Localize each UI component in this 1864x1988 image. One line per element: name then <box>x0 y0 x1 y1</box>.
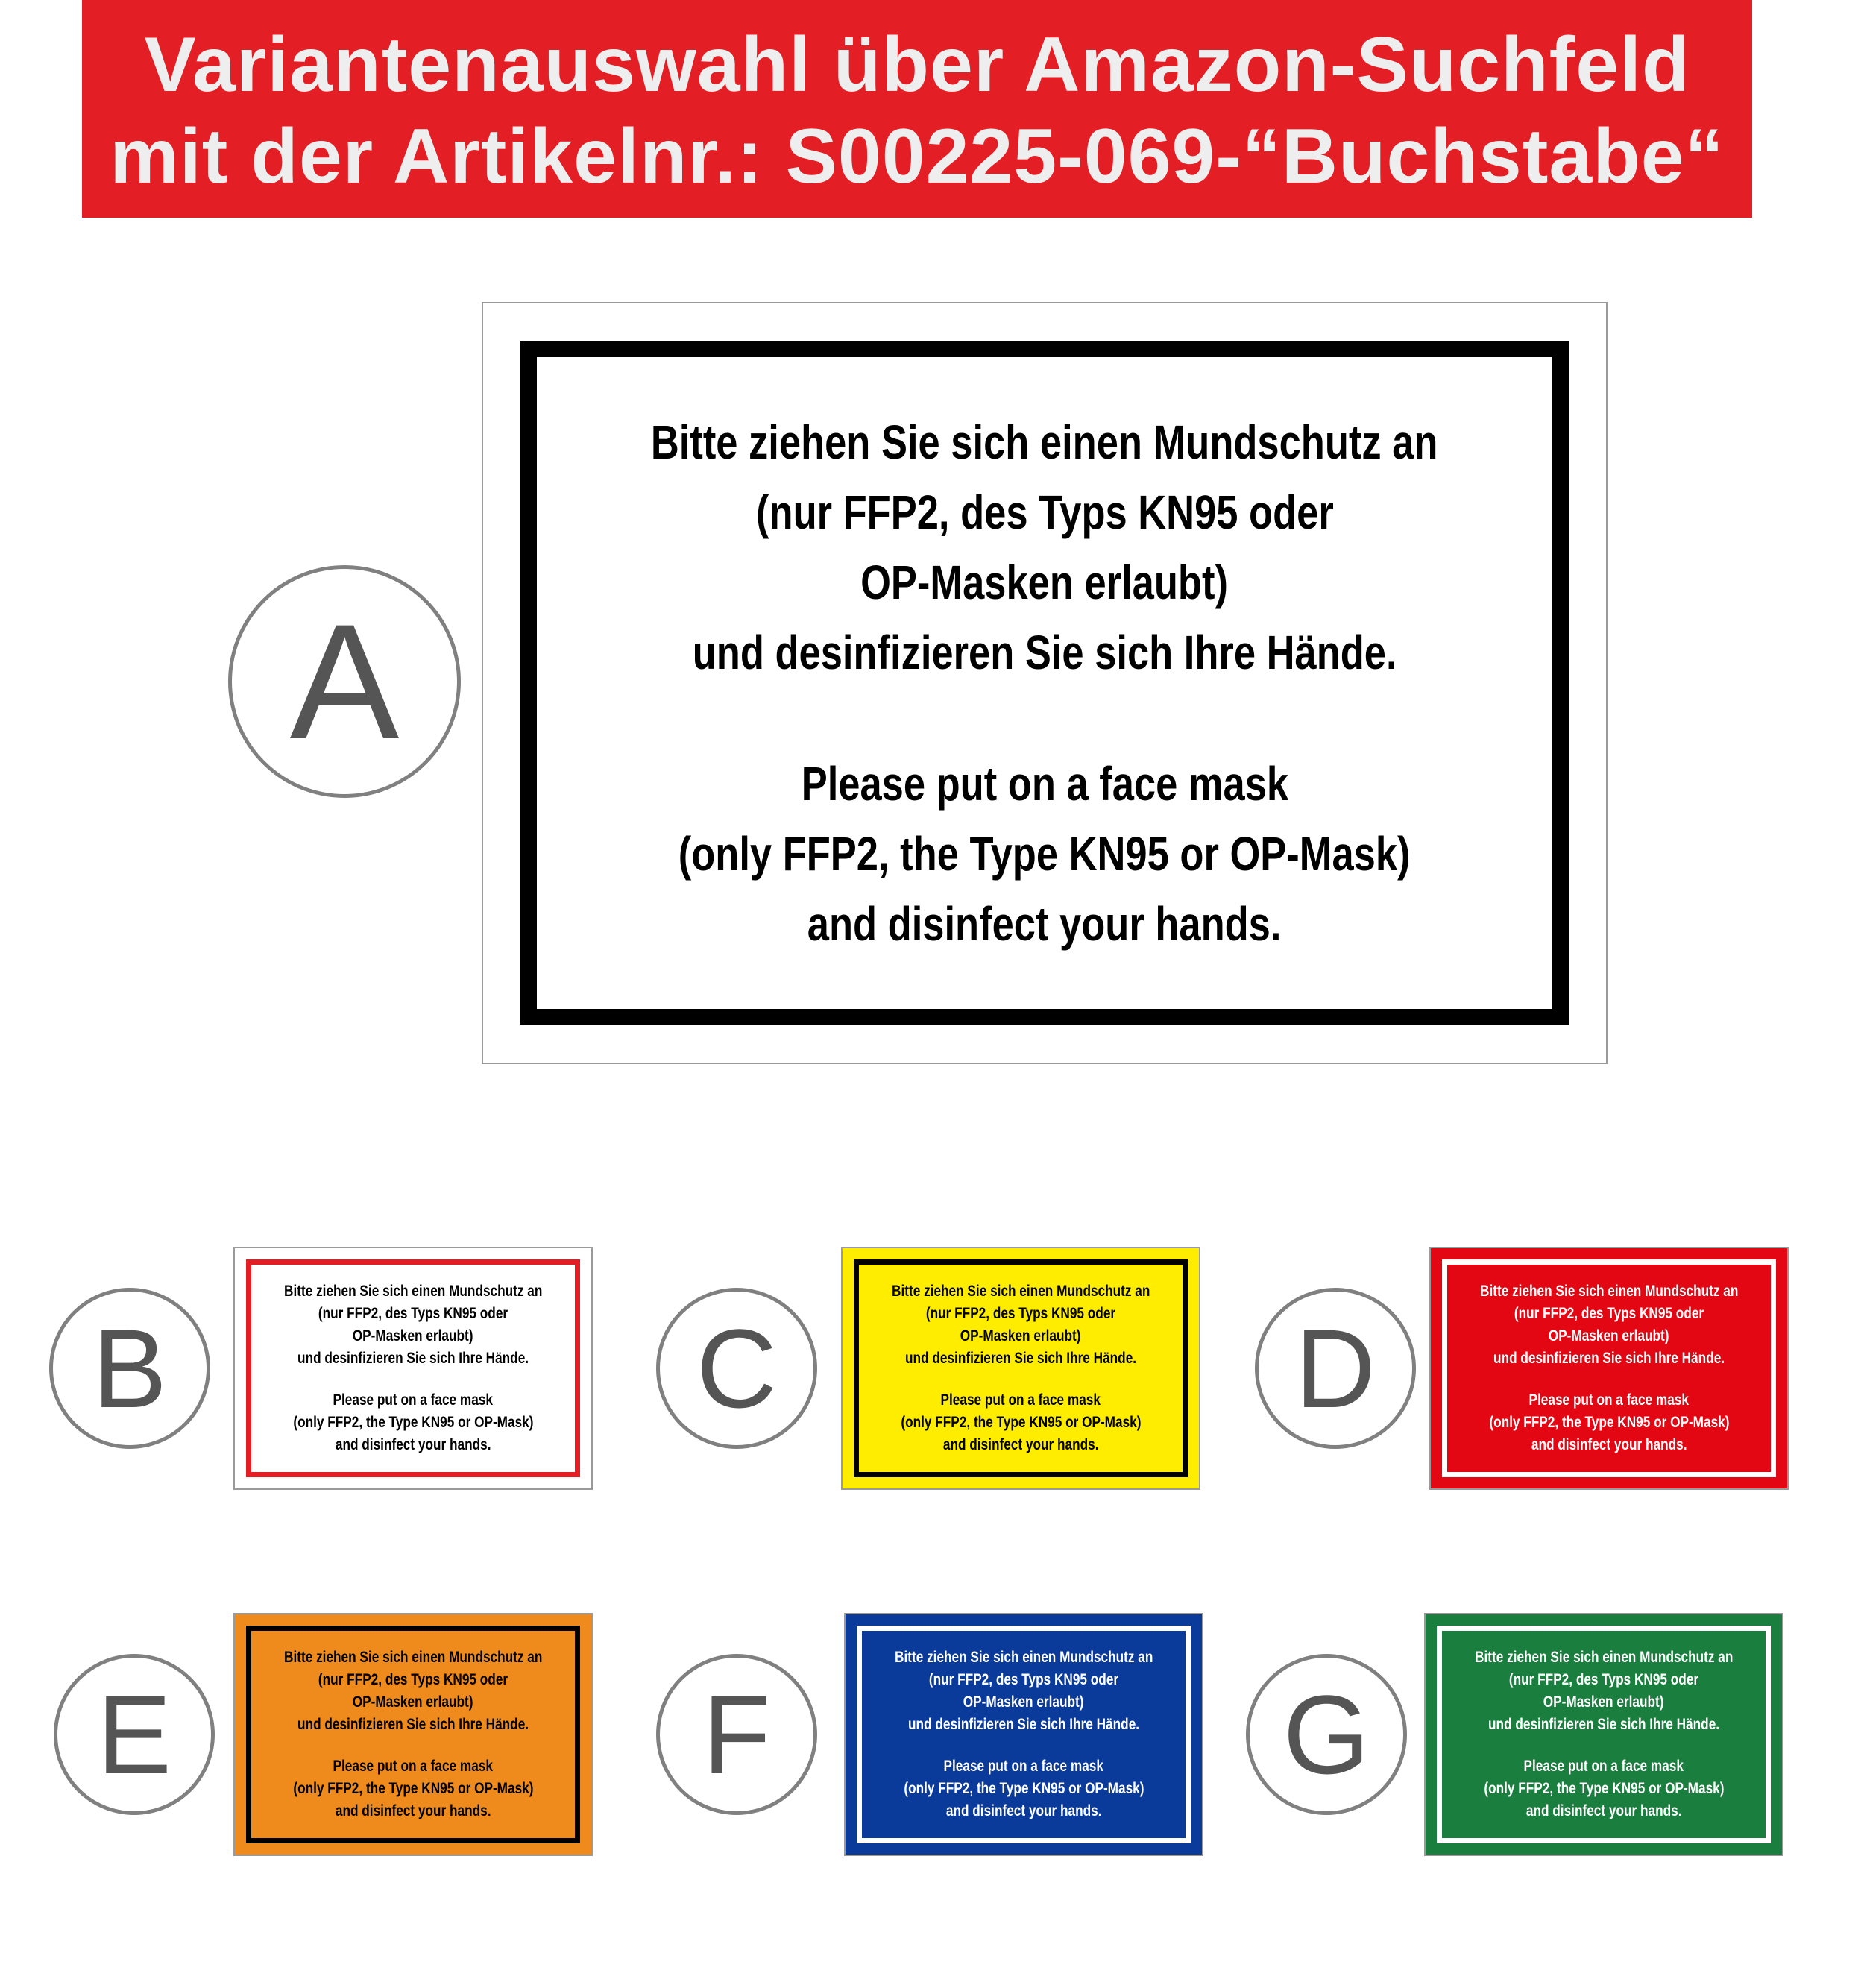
sign-text-en-1: Please put on a face mask <box>943 1758 1104 1775</box>
sign-variant-d[interactable] <box>1429 1247 1789 1490</box>
sign-text-de-3: OP-Masken erlaubt) <box>860 556 1229 609</box>
variant-label-b <box>49 1288 210 1449</box>
sign-text-de-4: und desinfizieren Sie sich Ihre Hände. <box>1487 1716 1720 1733</box>
sign-text-de-1: Bitte ziehen Sie sich einen Mundschutz an <box>283 1283 543 1300</box>
sign-text-de-3: OP-Masken erlaubt) <box>960 1327 1081 1344</box>
sign-text-en-3: and disinfect your hands. <box>1531 1436 1687 1453</box>
sign-text-en-3: and disinfect your hands. <box>942 1436 1099 1453</box>
sign-text-en-2: (only FFP2, the Type KN95 or OP-Mask) <box>292 1780 534 1797</box>
sign-text-en-1: Please put on a face mask <box>1523 1758 1684 1775</box>
sign-text-de-2: (nur FFP2, des Typs KN95 oder <box>755 485 1334 539</box>
sign-frame <box>246 1259 580 1477</box>
sign-text-de-4: und desinfizieren Sie sich Ihre Hände. <box>297 1350 529 1367</box>
sign-text-en-3: and disinfect your hands. <box>945 1802 1102 1819</box>
variant-letter: E <box>96 1672 172 1797</box>
sign-text-de-1: Bitte ziehen Sie sich einen Mundschutz an <box>894 1649 1153 1666</box>
sign-text-en-3: and disinfect your hands. <box>1525 1802 1682 1819</box>
variant-letter: F <box>702 1672 771 1797</box>
sign-frame <box>1442 1259 1776 1477</box>
variant-letter: C <box>696 1306 778 1431</box>
sign-text-de-3: OP-Masken erlaubt) <box>353 1327 473 1344</box>
sign-frame <box>854 1259 1188 1477</box>
sign-variant-f[interactable] <box>844 1613 1203 1856</box>
sign-text-de-3: OP-Masken erlaubt) <box>1543 1693 1664 1711</box>
variant-letter: G <box>1282 1672 1370 1797</box>
sign-text-de-2: (nur FFP2, des Typs KN95 oder <box>925 1305 1116 1322</box>
sign-frame <box>246 1626 580 1843</box>
variant-letter: B <box>92 1306 168 1431</box>
sign-text-de-4: und desinfizieren Sie sich Ihre Hände. <box>692 626 1397 679</box>
sign-text-de-4: und desinfizieren Sie sich Ihre Hände. <box>907 1716 1140 1733</box>
variant-label-c <box>656 1288 817 1449</box>
sign-text-en-2: (only FFP2, the Type KN95 or OP-Mask) <box>1483 1780 1725 1797</box>
header-banner <box>82 0 1752 218</box>
sign-text-de-3: OP-Masken erlaubt) <box>1549 1327 1669 1344</box>
sign-text-en-1: Please put on a face mask <box>333 1391 494 1409</box>
sign-text-en-3: and disinfect your hands. <box>807 897 1282 951</box>
sign-text-en-3: and disinfect your hands. <box>335 1802 491 1819</box>
sign-text-en-2: (only FFP2, the Type KN95 or OP-Mask) <box>678 827 1411 881</box>
sign-text-de-1: Bitte ziehen Sie sich einen Mundschutz an <box>1474 1649 1734 1666</box>
sign-text-de-1: Bitte ziehen Sie sich einen Mundschutz an <box>1479 1283 1739 1300</box>
sign-text-en-1: Please put on a face mask <box>801 757 1288 811</box>
sign-text-de-2: (nur FFP2, des Typs KN95 oder <box>928 1671 1119 1688</box>
sign-text-en-3: and disinfect your hands. <box>335 1436 491 1453</box>
sign-text-en-2: (only FFP2, the Type KN95 or OP-Mask) <box>292 1414 534 1431</box>
variant-label-e <box>54 1654 215 1815</box>
sign-variant-g[interactable] <box>1424 1613 1783 1856</box>
sign-text-de-4: und desinfizieren Sie sich Ihre Hände. <box>1493 1350 1725 1367</box>
banner-title-line-2: mit der Artikelnr.: S00225-069-“Buchstabe“ <box>110 113 1725 200</box>
sign-variant-b[interactable] <box>233 1247 593 1490</box>
sign-text-en-1: Please put on a face mask <box>1528 1391 1690 1409</box>
sign-variant-c[interactable] <box>841 1247 1200 1490</box>
sign-text-en-2: (only FFP2, the Type KN95 or OP-Mask) <box>903 1780 1144 1797</box>
sign-text-de-3: OP-Masken erlaubt) <box>353 1693 473 1711</box>
sign-text-de-1: Bitte ziehen Sie sich einen Mundschutz an <box>283 1649 543 1666</box>
sign-text-de-4: und desinfizieren Sie sich Ihre Hände. <box>904 1350 1137 1367</box>
variant-letter: D <box>1294 1306 1376 1431</box>
sign-text-de-3: OP-Masken erlaubt) <box>963 1693 1084 1711</box>
sign-text-de-2: (nur FFP2, des Typs KN95 oder <box>318 1671 508 1688</box>
sign-frame <box>857 1626 1191 1843</box>
sign-text-de-2: (nur FFP2, des Typs KN95 oder <box>1508 1671 1699 1688</box>
sign-text-de-4: und desinfizieren Sie sich Ihre Hände. <box>297 1716 529 1733</box>
sign-text-en-1: Please put on a face mask <box>333 1758 494 1775</box>
sign-text-en-2: (only FFP2, the Type KN95 or OP-Mask) <box>1488 1414 1730 1431</box>
variant-label-d <box>1255 1288 1416 1449</box>
sign-variant-a[interactable] <box>482 302 1608 1064</box>
sign-text-de-2: (nur FFP2, des Typs KN95 oder <box>1514 1305 1704 1322</box>
variant-label-g <box>1246 1654 1407 1815</box>
banner-title-line-1: Variantenauswahl über Amazon-Suchfeld <box>144 22 1690 108</box>
sign-text-de-1: Bitte ziehen Sie sich einen Mundschutz an <box>651 415 1438 469</box>
variant-label-a <box>228 565 461 798</box>
sign-frame <box>520 341 1569 1025</box>
sign-text-de-1: Bitte ziehen Sie sich einen Mundschutz an <box>891 1283 1150 1300</box>
sign-text-en-1: Please put on a face mask <box>940 1391 1101 1409</box>
sign-frame <box>1437 1626 1771 1843</box>
variant-label-f <box>656 1654 817 1815</box>
sign-text-en-2: (only FFP2, the Type KN95 or OP-Mask) <box>900 1414 1142 1431</box>
variant-letter: A <box>289 590 400 773</box>
sign-text-de-2: (nur FFP2, des Typs KN95 oder <box>318 1305 508 1322</box>
sign-variant-e[interactable] <box>233 1613 593 1856</box>
